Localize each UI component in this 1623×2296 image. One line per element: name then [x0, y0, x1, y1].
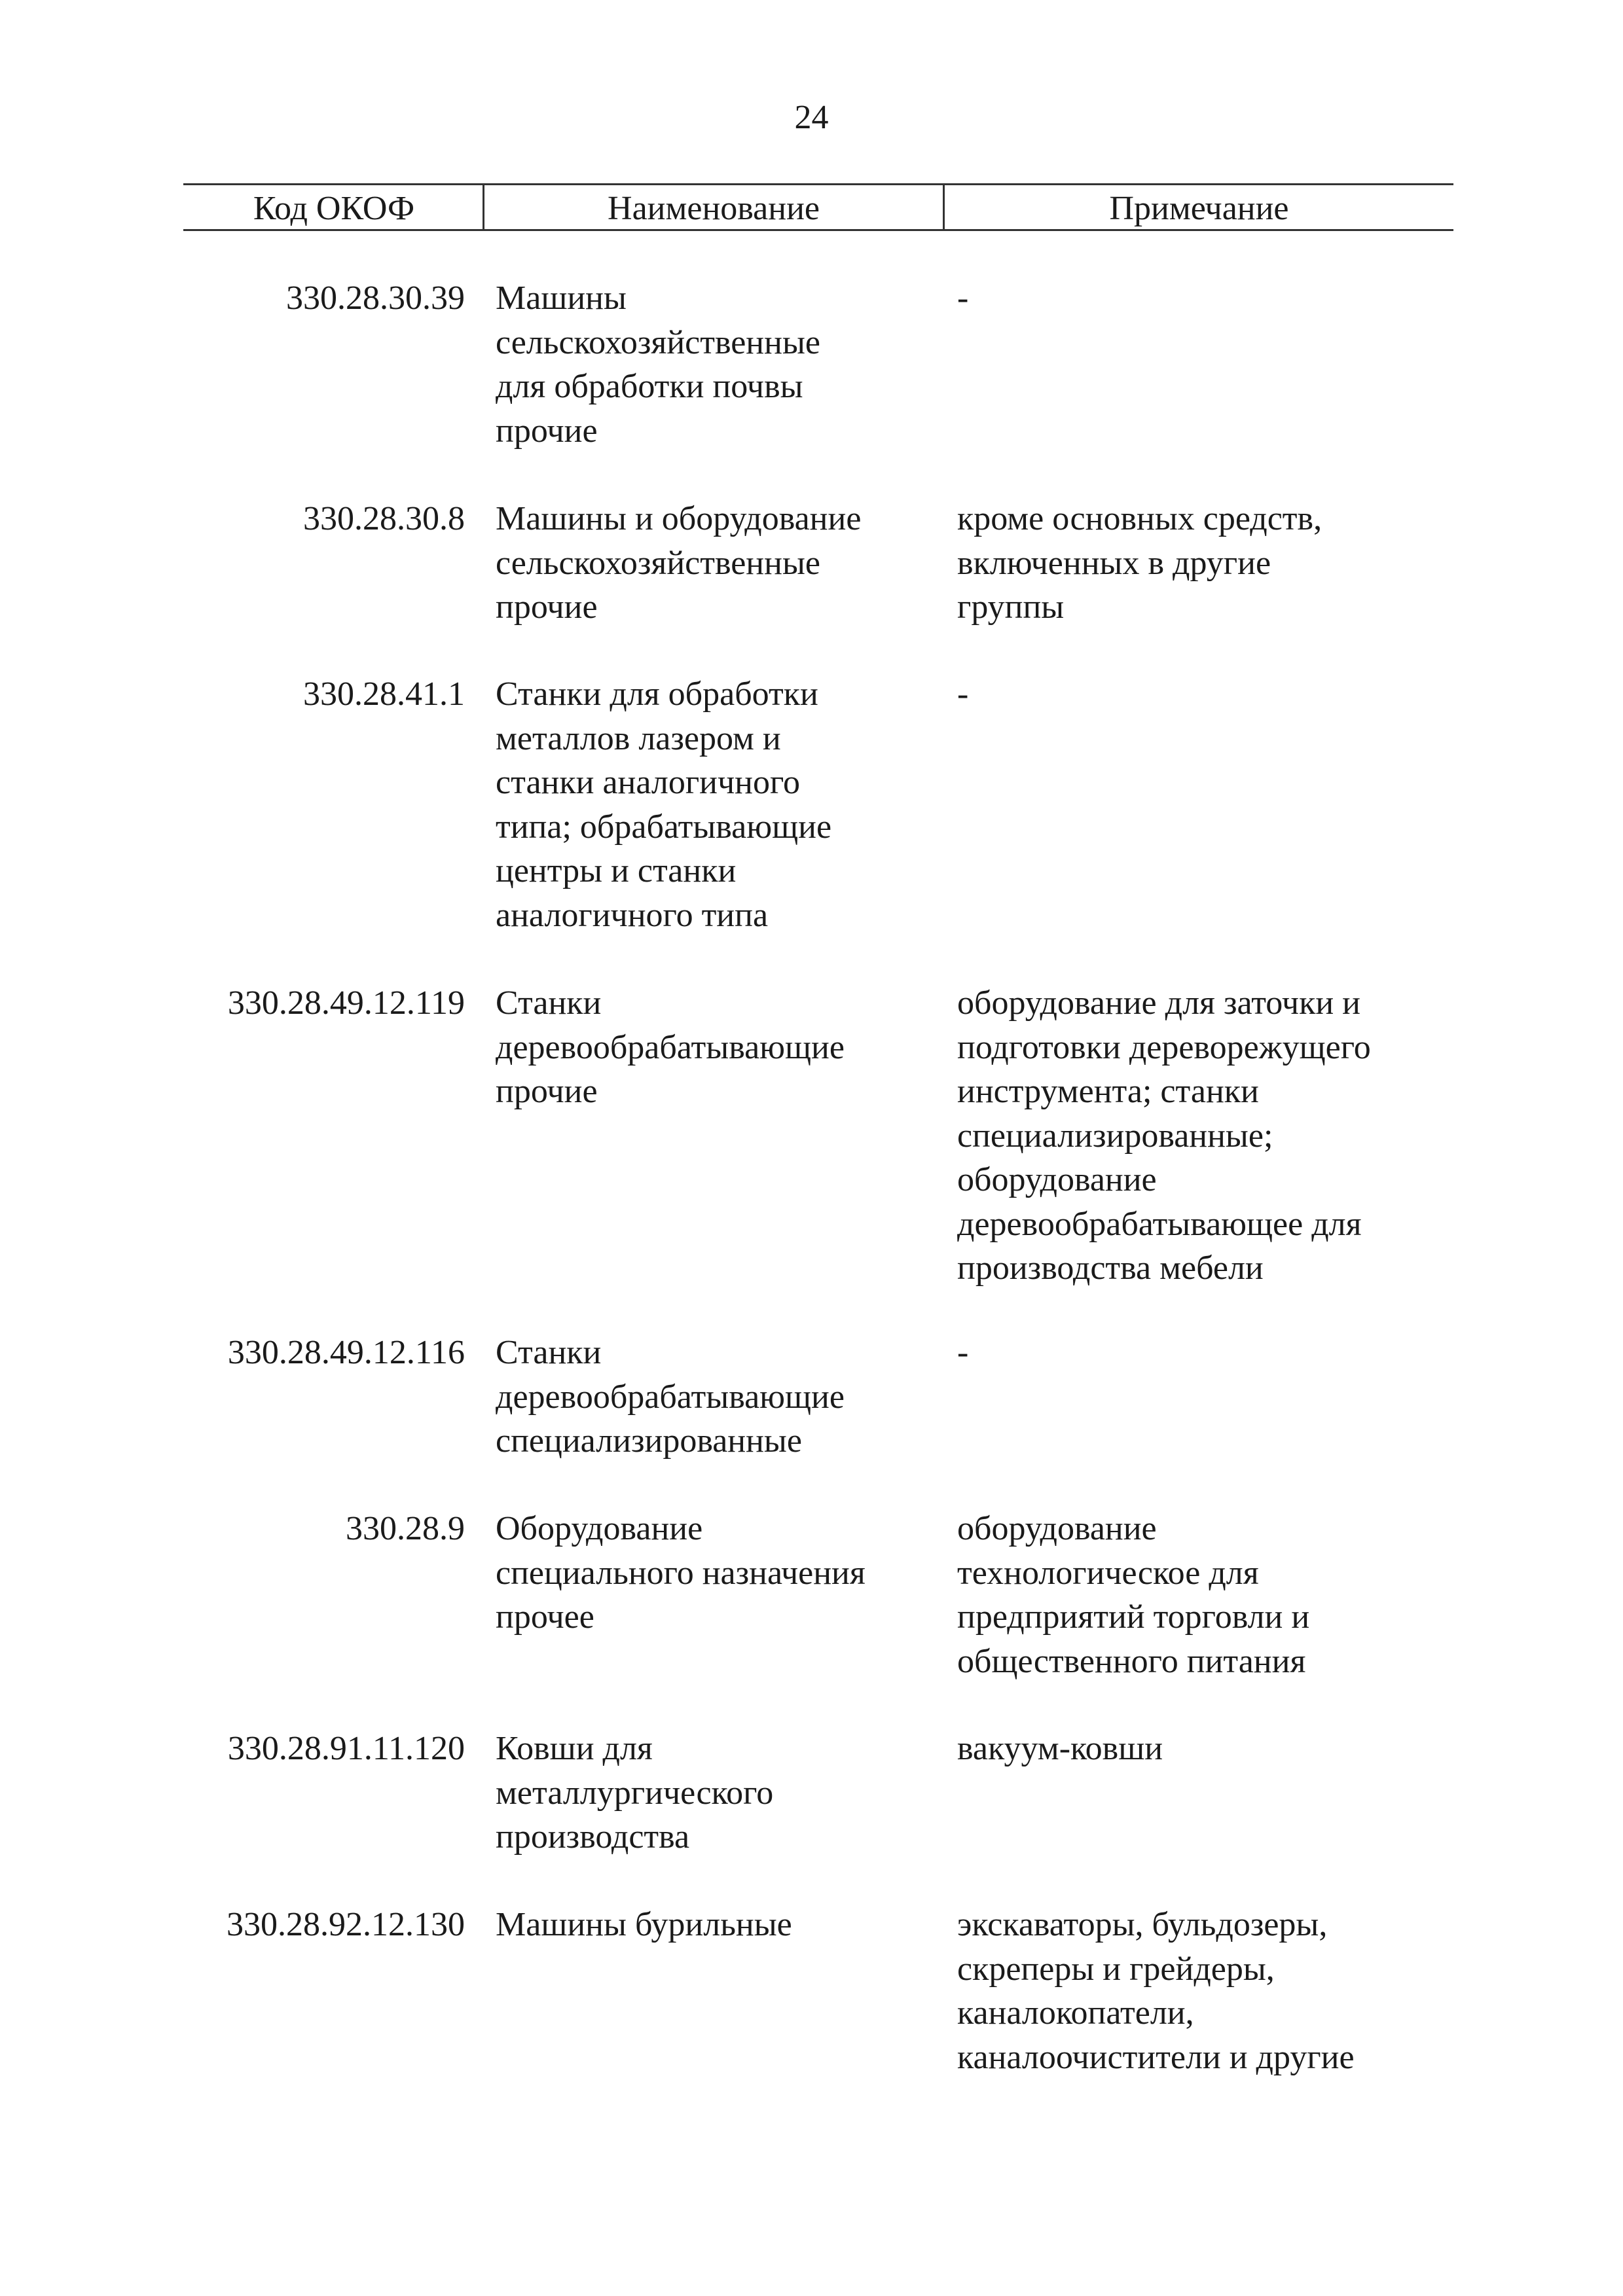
- table-row-note: -: [957, 279, 969, 317]
- table-row-note: оборудование технологическое для предприятий торговли и общественного питания: [957, 1510, 1310, 1680]
- table-row-code: 330.28.49.12.116: [227, 1334, 465, 1371]
- table-row-code: 330.28.9: [346, 1510, 465, 1547]
- table-row-name: Станки деревообрабатывающие специализированные: [496, 1334, 845, 1460]
- header-top-rule: [183, 183, 1453, 185]
- table-row-note: кроме основных средств, включенных в другие группы: [957, 500, 1322, 626]
- header-note: Примечание: [1109, 190, 1289, 227]
- table-row-name: Оборудование специального назначения прочее: [496, 1510, 866, 1636]
- table-row-note: вакуум-ковши: [957, 1730, 1163, 1767]
- table-row-name: Машины сельскохозяйственные для обработки почвы прочие: [496, 279, 820, 450]
- table-row-code: 330.28.49.12.119: [227, 984, 465, 1022]
- table-row-name: Станки деревообрабатывающие прочие: [496, 984, 845, 1110]
- table-row-note: -: [957, 1334, 969, 1371]
- table-row-note: оборудование для заточки и подготовки дереворежущего инструмента; станки специализированные; оборудование деревообрабатывающее для производства мебели: [957, 984, 1371, 1287]
- table-row-name: Машины бурильные: [496, 1906, 792, 1943]
- table-row-code: 330.28.92.12.130: [227, 1906, 465, 1943]
- header-code: Код ОКОФ: [253, 190, 415, 227]
- table-row-name: Машины и оборудование сельскохозяйственные прочие: [496, 500, 862, 626]
- table-row-note: -: [957, 675, 969, 713]
- table-row-code: 330.28.30.8: [303, 500, 465, 537]
- header-name: Наименование: [608, 190, 820, 227]
- header-bottom-rule: [183, 229, 1453, 231]
- table-row-note: экскаваторы, бульдозеры, скреперы и грейдеры, каналокопатели, каналоочистители и другие: [957, 1906, 1355, 2076]
- table-row-code: 330.28.91.11.120: [227, 1730, 465, 1767]
- table-row-name: Ковши для металлургического производства: [496, 1730, 774, 1856]
- table-row-code: 330.28.41.1: [303, 675, 465, 713]
- page-number: 24: [794, 99, 829, 136]
- table-row-code: 330.28.30.39: [286, 279, 465, 317]
- table-row-name: Станки для обработки металлов лазером и станки аналогичного типа; обрабатывающие центры и станки аналогичного типа: [496, 675, 832, 934]
